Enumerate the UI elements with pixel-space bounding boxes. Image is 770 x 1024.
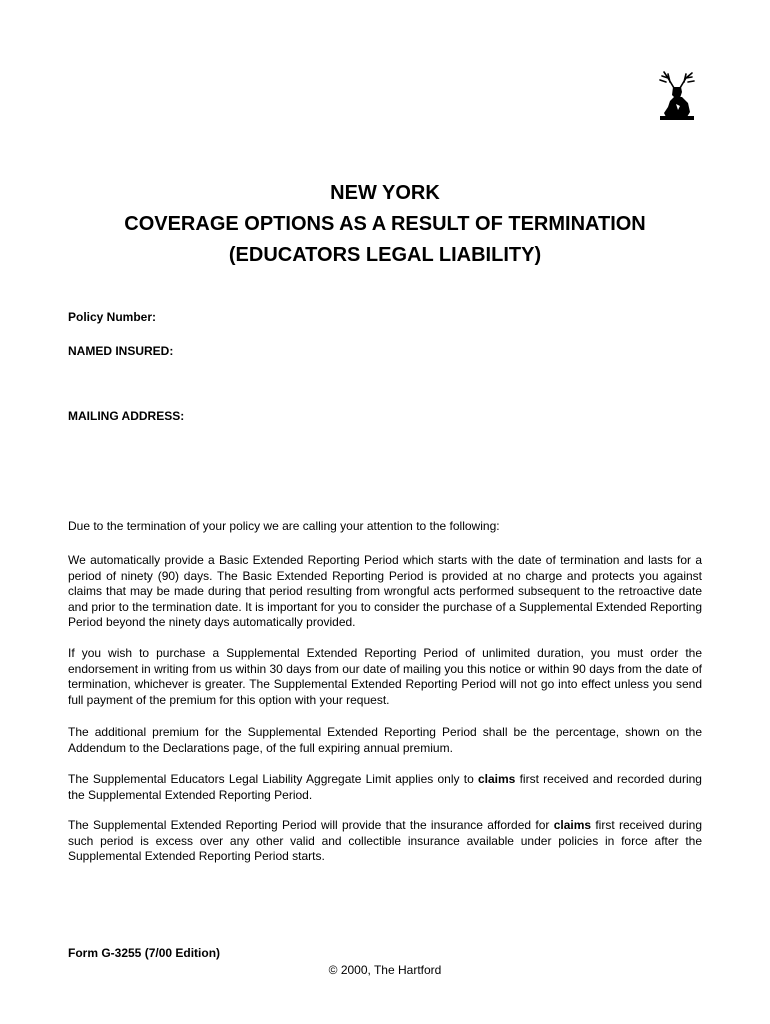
title-line-coverage: COVERAGE OPTIONS AS A RESULT OF TERMINATION (124, 213, 646, 235)
basic-extended-reporting-paragraph: We automatically provide a Basic Extended Reporting Period which starts with the date of termination and lasts for a period of ninety (90) days. The Basic Extended Reporting Period is provided at no charge and protects you against claims that may be made during that period resulting from wrongful acts performed subsequent to the retroactive date and prior to the termination date. It is important for you to consider the purchase of a Supplemental Extended Reporting Period beyond the ninety days automatically provided. (68, 553, 702, 629)
excess-insurance-text-end: first received during such period is excess over any other valid and collectible insurance available under policies in force after the Supplemental Extended Reporting Period starts. (68, 818, 702, 863)
copyright-notice: © 2000, The Hartford (328, 963, 442, 977)
intro-paragraph: Due to the termination of your policy we are calling your attention to the following: (68, 519, 500, 533)
form-number: Form G-3255 (7/00 Edition) (68, 946, 221, 960)
title-line-state: NEW YORK (330, 182, 440, 204)
title-line-product: (EDUCATORS LEGAL LIABILITY) (228, 244, 542, 266)
policy-number-label: Policy Number: (68, 310, 157, 324)
excess-insurance-text-start: The Supplemental Extended Reporting Period will provide that the insurance afforded for (68, 818, 554, 832)
claims-term: claims (477, 772, 516, 786)
stag-icon (654, 70, 700, 122)
supplemental-purchase-paragraph: If you wish to purchase a Supplemental Extended Reporting Period of unlimited duration, you must order the endorsement in writing from us within 30 days from our date of mailing you this notice or within 90 days from the date of termination, whichever is greater. The Supplemental Extended Reporting Period will not go into effect unless you send full payment of the premium for this option with your request. (68, 646, 702, 707)
named-insured-label: NAMED INSURED: (68, 344, 174, 358)
aggregate-limit-text-end: first received and recorded during the Supplemental Extended Reporting Period. (68, 772, 702, 802)
aggregate-limit-paragraph (68, 772, 702, 803)
mailing-address-label: MAILING ADDRESS: (68, 409, 185, 423)
claims-term: claims (553, 818, 592, 832)
document-title (0, 178, 770, 271)
excess-insurance-paragraph (68, 818, 702, 865)
additional-premium-paragraph: The additional premium for the Supplemental Extended Reporting Period shall be the percentage, shown on the Addendum to the Declarations page, of the full expiring annual premium. (68, 725, 702, 755)
aggregate-limit-text-start: The Supplemental Educators Legal Liability Aggregate Limit applies only to (68, 772, 478, 786)
